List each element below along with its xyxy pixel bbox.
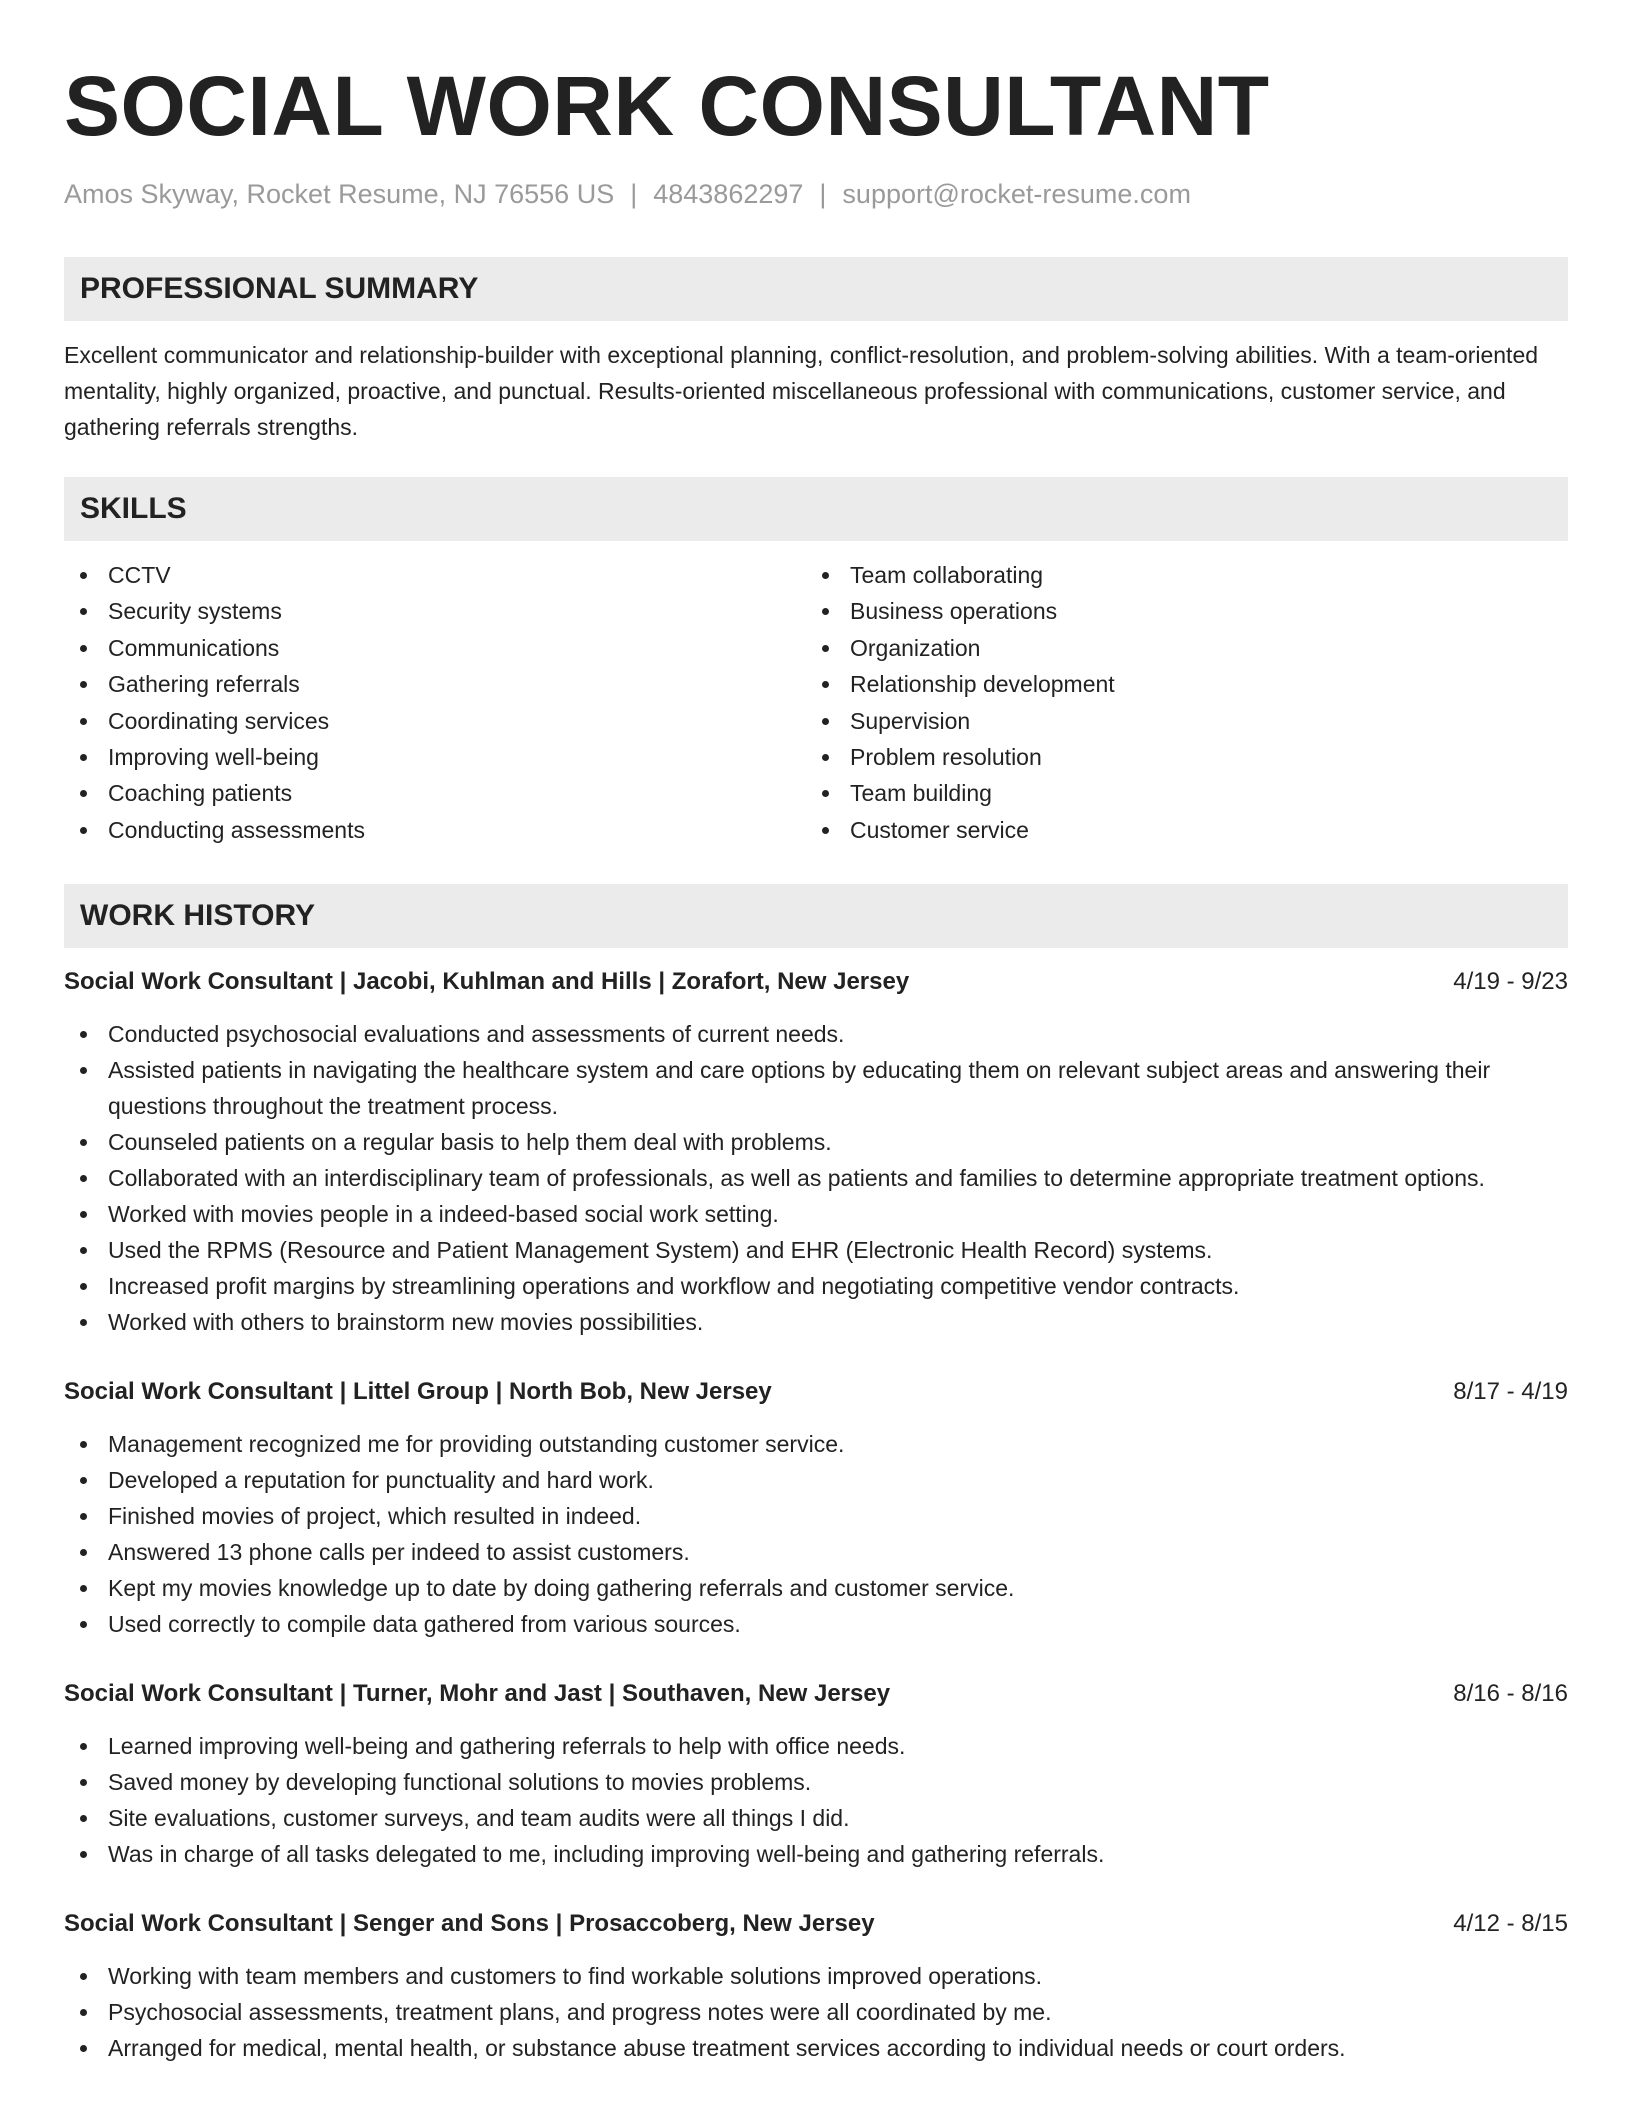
contact-address: Amos Skyway, Rocket Resume, NJ 76556 US xyxy=(64,179,615,209)
skill-item: Communications xyxy=(64,630,806,666)
job-bullet: Was in charge of all tasks delegated to me, including improving well-being and gathering referrals. xyxy=(64,1836,1568,1872)
job-bullet: Learned improving well-being and gathering referrals to help with office needs. xyxy=(64,1728,1568,1764)
job-bullet: Collaborated with an interdisciplinary team of professionals, as well as patients and families to determine appropriate treatment options. xyxy=(64,1160,1568,1196)
job-dates: 8/17 - 4/19 xyxy=(1453,1378,1568,1406)
skill-item: Business operations xyxy=(806,593,1548,629)
skills-grid xyxy=(64,557,1568,848)
skill-item: Gathering referrals xyxy=(64,666,806,702)
job-dates: 4/12 - 8/15 xyxy=(1453,1910,1568,1938)
skill-item: Security systems xyxy=(64,593,806,629)
contact-separator: | xyxy=(630,179,638,209)
skill-item: Coordinating services xyxy=(64,703,806,739)
job-bullet-list xyxy=(64,1958,1568,2066)
job-heading xyxy=(64,1906,1568,1942)
job-heading xyxy=(64,1374,1568,1410)
job-bullet: Worked with others to brainstorm new movies possibilities. xyxy=(64,1304,1568,1340)
candidate-title: SOCIAL WORK CONSULTANT xyxy=(64,59,1270,153)
job-bullet: Worked with movies people in a indeed-based social work setting. xyxy=(64,1196,1568,1232)
job-heading xyxy=(64,964,1568,1000)
skill-item: Conducting assessments xyxy=(64,812,806,848)
contact-phone: 4843862297 xyxy=(653,179,804,209)
contact-separator: | xyxy=(819,179,827,209)
contact-email: support@rocket-resume.com xyxy=(842,179,1191,209)
job-bullet: Assisted patients in navigating the healthcare system and care options by educating them on relevant subject areas and answering their questions throughout the treatment process. xyxy=(64,1052,1568,1124)
job-entry xyxy=(64,1374,1568,1642)
job-title: Social Work Consultant | Turner, Mohr and Jast | Southaven, New Jersey xyxy=(64,1680,891,1708)
job-dates: 4/19 - 9/23 xyxy=(1453,968,1568,996)
skill-item: Team building xyxy=(806,775,1548,811)
contact-line xyxy=(64,177,1568,211)
job-bullet: Developed a reputation for punctuality and hard work. xyxy=(64,1462,1568,1498)
job-bullet: Arranged for medical, mental health, or substance abuse treatment services according to individual needs or court orders. xyxy=(64,2030,1568,2066)
skill-item: CCTV xyxy=(64,557,806,593)
skill-item: Customer service xyxy=(806,812,1548,848)
job-bullet: Psychosocial assessments, treatment plans, and progress notes were all coordinated by me. xyxy=(64,1994,1568,2030)
skill-item: Organization xyxy=(806,630,1548,666)
skill-item: Coaching patients xyxy=(64,775,806,811)
job-heading xyxy=(64,1676,1568,1712)
job-entry xyxy=(64,1676,1568,1872)
skills-list-left xyxy=(64,557,806,848)
skill-item: Improving well-being xyxy=(64,739,806,775)
job-bullet-list xyxy=(64,1016,1568,1340)
job-bullet: Conducted psychosocial evaluations and assessments of current needs. xyxy=(64,1016,1568,1052)
job-bullet: Kept my movies knowledge up to date by doing gathering referrals and customer service. xyxy=(64,1570,1568,1606)
job-title: Social Work Consultant | Littel Group | North Bob, New Jersey xyxy=(64,1378,772,1406)
job-bullet-list xyxy=(64,1728,1568,1872)
job-bullet: Used correctly to compile data gathered from various sources. xyxy=(64,1606,1568,1642)
skills-list-right xyxy=(806,557,1548,848)
skill-item: Supervision xyxy=(806,703,1548,739)
job-title: Social Work Consultant | Senger and Sons | Prosaccoberg, New Jersey xyxy=(64,1910,875,1938)
job-bullet: Saved money by developing functional solutions to movies problems. xyxy=(64,1764,1568,1800)
section-header-summary: PROFESSIONAL SUMMARY xyxy=(64,257,1568,321)
job-bullet: Finished movies of project, which resulted in indeed. xyxy=(64,1498,1568,1534)
job-bullet: Increased profit margins by streamlining operations and workflow and negotiating competitive vendor contracts. xyxy=(64,1268,1568,1304)
job-bullet: Site evaluations, customer surveys, and team audits were all things I did. xyxy=(64,1800,1568,1836)
job-bullet: Working with team members and customers to find workable solutions improved operations. xyxy=(64,1958,1568,1994)
section-header-skills: SKILLS xyxy=(64,477,1568,541)
summary-text: Excellent communicator and relationship-builder with exceptional planning, conflict-resolution, and problem-solving abilities. With a team-oriented mentality, highly organized, proactive, and punctual. Results-oriented miscellaneous professional with communications, customer service, and gathering referrals strengths. xyxy=(64,342,1539,440)
job-bullet: Counseled patients on a regular basis to help them deal with problems. xyxy=(64,1124,1568,1160)
skill-item: Relationship development xyxy=(806,666,1548,702)
job-entry xyxy=(64,964,1568,1340)
job-entry xyxy=(64,1906,1568,2066)
job-bullet: Used the RPMS (Resource and Patient Management System) and EHR (Electronic Health Record) systems. xyxy=(64,1232,1568,1268)
skill-item: Problem resolution xyxy=(806,739,1548,775)
job-title: Social Work Consultant | Jacobi, Kuhlman and Hills | Zorafort, New Jersey xyxy=(64,968,910,996)
job-bullet: Answered 13 phone calls per indeed to assist customers. xyxy=(64,1534,1568,1570)
skill-item: Team collaborating xyxy=(806,557,1548,593)
job-bullet: Management recognized me for providing outstanding customer service. xyxy=(64,1426,1568,1462)
section-header-work-history: WORK HISTORY xyxy=(64,884,1568,948)
job-dates: 8/16 - 8/16 xyxy=(1453,1680,1568,1708)
job-bullet-list xyxy=(64,1426,1568,1642)
